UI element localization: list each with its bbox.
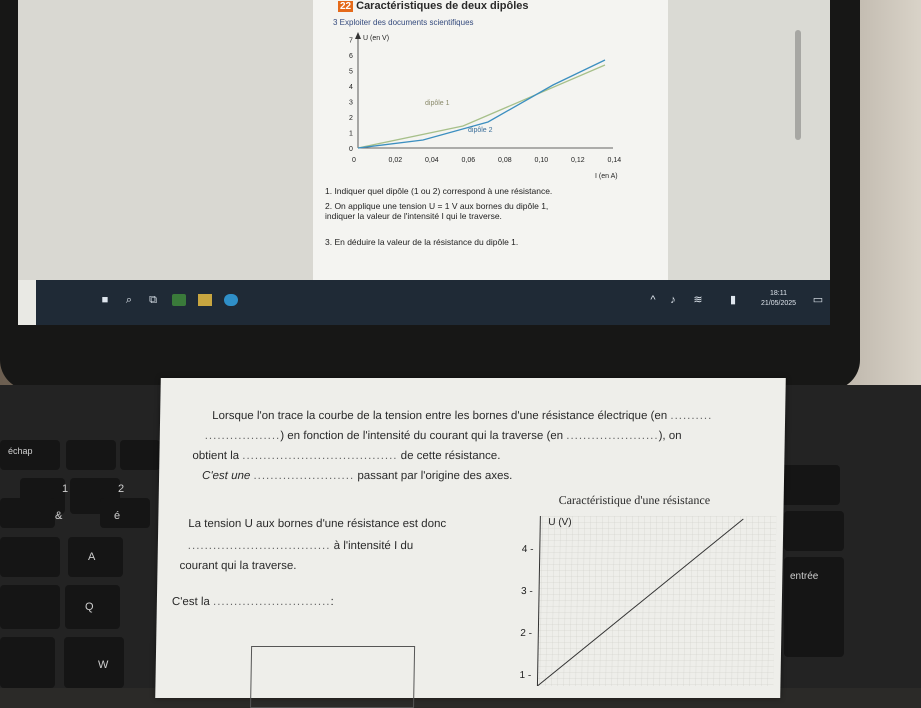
file-explorer-icon[interactable] xyxy=(198,294,212,306)
task-view-icon[interactable]: ⧉ xyxy=(149,294,157,306)
worksheet-chart-title: Caractéristique d'une résistance xyxy=(558,493,711,507)
worksheet-line-1: Lorsque l'on trace la courbe de la tension entre les bornes d'une résistance électrique (en .......... xyxy=(212,410,713,422)
dipole-2-label: dipôle 2 xyxy=(468,127,493,134)
key-a[interactable]: A xyxy=(68,537,123,577)
worksheet-chart-y-tick: 4 - xyxy=(521,544,534,555)
dipole-2-curve xyxy=(358,60,605,148)
textbook-page xyxy=(313,0,668,280)
graph-y-tick: 7 xyxy=(349,37,353,45)
chevron-up-icon[interactable]: ^ xyxy=(650,294,656,306)
f2-key[interactable] xyxy=(120,440,160,470)
doc-title: 22 Caractéristiques de deux dipôles xyxy=(340,0,529,12)
windows-start-icon[interactable]: ■ xyxy=(101,294,109,306)
key-2[interactable]: 2 xyxy=(70,478,120,514)
graph-x-tick: 0,06 xyxy=(461,157,476,164)
worksheet-chart-y-tick: 3 - xyxy=(520,586,533,597)
tab-key[interactable] xyxy=(0,537,60,577)
key-ampersand[interactable]: & xyxy=(0,498,55,528)
answer-box xyxy=(250,646,415,708)
key-w[interactable]: W xyxy=(64,637,124,688)
worksheet-line-3: obtient la ..................................... de cette résistance. xyxy=(192,450,501,462)
graph-y-tick: 6 xyxy=(349,53,353,60)
graph-x-label: I (en A) xyxy=(595,173,618,180)
doc-number: 22 xyxy=(340,1,352,12)
graph-y-tick: 4 xyxy=(349,84,353,91)
graph-y-tick: 5 xyxy=(349,68,353,76)
escape-key[interactable]: échap xyxy=(0,440,60,470)
graph-x-tick: 0,04 xyxy=(425,157,439,164)
screen-right-margin xyxy=(668,0,830,280)
question-2a: 2. On applique une tension U = 1 V aux bornes du dipôle 1, xyxy=(325,201,549,211)
battery-icon[interactable]: ▮ xyxy=(729,294,737,306)
worksheet-chart-y-tick: 1 - xyxy=(519,670,532,681)
backspace-key[interactable] xyxy=(784,511,844,551)
caps-lock-key[interactable] xyxy=(0,585,60,629)
windows-taskbar xyxy=(36,280,830,325)
notifications-icon[interactable]: ▭ xyxy=(812,294,824,306)
graph-y-tick: 0 xyxy=(349,146,353,153)
worksheet-line-6: .................................. à l'intensité I du xyxy=(187,540,414,552)
graph-x-tick: 0,10 xyxy=(534,157,549,164)
app-icon[interactable] xyxy=(172,294,186,306)
graph-x-tick: 0,02 xyxy=(388,157,403,164)
worksheet-line-7: courant qui la traverse. xyxy=(179,560,297,572)
clock-time: 18:11 xyxy=(770,290,788,297)
key-e-acute[interactable]: é xyxy=(100,498,150,528)
question-3: 3. En déduire la valeur de la résistance du dipôle 1. xyxy=(325,237,519,247)
key-q[interactable]: Q xyxy=(65,585,120,629)
dipole-1-label: dipôle 1 xyxy=(425,100,450,107)
graph-x-tick: 0,12 xyxy=(571,157,585,164)
power-key[interactable] xyxy=(780,465,840,505)
graph-x-tick: 0,14 xyxy=(607,157,622,164)
worksheet-line-4: C'est une ........................ passant par l'origine des axes. xyxy=(201,470,513,482)
scrollbar[interactable] xyxy=(795,30,801,140)
graph-y-tick: 3 xyxy=(349,99,353,107)
taskbar-clock[interactable] xyxy=(761,289,796,309)
worksheet-chart-y-tick: 2 - xyxy=(520,628,533,639)
worksheet-paper xyxy=(155,378,786,698)
volume-icon[interactable]: ♪ xyxy=(670,294,676,306)
worksheet-chart-ylabel: U (V) xyxy=(548,517,572,528)
graph-x-tick: 0,08 xyxy=(498,157,512,164)
enter-key[interactable]: entrée xyxy=(784,557,844,657)
resistance-characteristic-grid xyxy=(515,516,778,686)
question-1: 1. Indiquer quel dipôle (1 ou 2) correspond à une résistance. xyxy=(325,186,553,196)
worksheet-line-2: ..................) en fonction de l'intensité du courant qui la traverse (en ......................), on xyxy=(204,430,682,442)
graph-y-tick: 2 xyxy=(349,115,353,122)
shift-key[interactable] xyxy=(0,637,55,688)
laptop-screen xyxy=(18,0,830,325)
edge-browser-icon[interactable] xyxy=(224,294,238,306)
worksheet-line-8: C'est la ............................: xyxy=(171,596,334,608)
graph-x-tick: 0 xyxy=(352,157,356,164)
graph-y-tick: 1 xyxy=(349,130,353,138)
screen-left-margin xyxy=(18,0,313,280)
f1-key[interactable] xyxy=(66,440,116,470)
clock-date: 21/05/2025 xyxy=(761,300,797,307)
key-1[interactable]: 1 xyxy=(20,478,65,514)
characteristic-graph xyxy=(313,30,653,190)
question-2b: indiquer la valeur de l'intensité I qui le traverse. xyxy=(325,211,502,221)
worksheet-line-5: La tension U aux bornes d'une résistance est donc xyxy=(188,518,447,530)
graph-y-label: U (en V) xyxy=(363,35,390,42)
doc-subtitle: 3 Exploiter des documents scientifiques xyxy=(333,18,474,27)
wifi-icon[interactable]: ≋ xyxy=(693,294,703,306)
search-icon[interactable]: ⌕ xyxy=(125,294,133,306)
